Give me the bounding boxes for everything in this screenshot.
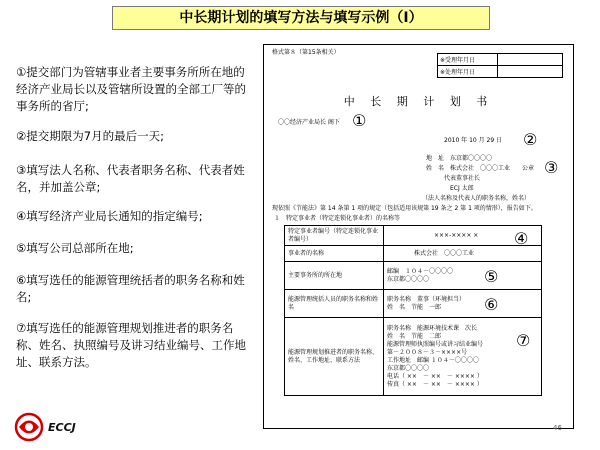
instruction-1: ①提交部门为管辖事业者主要事务所所在地的经济产业局长以及管辖所设置的全部工厂等的事务所的省厅; <box>16 65 246 113</box>
instruction-7: ⑦填写选任的能源管理规划推进者的职务名称、姓名、执照编号及讲习结业编号、工作地址、联系方法。 <box>16 321 246 369</box>
receipt-row-1: ※受理年月日 <box>438 54 498 66</box>
doc-date: 2010 年 10 月 29 日 <box>444 137 503 144</box>
marker-2: ② <box>523 130 538 149</box>
receipt-box <box>437 53 563 78</box>
page-number: 46 <box>553 424 562 432</box>
doc-rep-name: ECJ 太郎 <box>450 185 474 192</box>
receipt-row-2: ※处理年月日 <box>438 66 498 78</box>
marker-5: ⑤ <box>484 267 499 286</box>
page-title: 中长期计划的填写方法与填写示例（Ⅰ） <box>112 6 490 30</box>
section-label: １ 特定事业者（特定连锁化事业者）的名称等 <box>274 215 401 222</box>
row-label: 事业者的名称 <box>285 246 384 262</box>
row-label: 能源管理统括人员的职务名称和姓名 <box>285 290 384 318</box>
marker-3: ③ <box>544 158 559 177</box>
marker-7: ⑦ <box>516 331 531 350</box>
row-value: ×××-×××× × <box>384 226 542 246</box>
document-title: 中 长 期 计 划 书 <box>343 95 494 108</box>
instruction-6: ⑥填写选任的能源管理统括者的职务名称和姓名; <box>16 273 245 304</box>
row-value: 邮编 １０４－〇〇〇〇 东京都〇〇〇〇 <box>384 262 542 290</box>
doc-statement: 现依照《节能法》第 14 条第 1 项的规定（包括适用该规第 19 条之 2 第 1 项的情形），报告如下。 <box>272 205 537 212</box>
row-label: 能源管理规划推进者的职务名称、姓名、工作地址、联系方法 <box>285 318 384 396</box>
table-row <box>285 226 542 246</box>
row-value: 株式会社 〇〇〇工业 <box>384 246 542 262</box>
logo-text: ECCJ <box>48 421 76 434</box>
row-value: 职务名称 董事（环境担当） 姓 名 节能 一郎 <box>384 290 542 318</box>
doc-name: 姓 名 株式会社 〇〇〇工业 公章 <box>426 165 535 172</box>
marker-1: ① <box>352 111 367 130</box>
marker-6: ⑥ <box>484 295 499 314</box>
row-label: 主要事务所的所在地 <box>285 262 384 290</box>
marker-4: ④ <box>514 229 529 248</box>
table-row <box>285 246 542 262</box>
form-label: 格式第８（第15条相关） <box>272 49 340 56</box>
row-value: 职务名称 能源环境技术课 次长 姓 名 节能 二郎 能源管理师执照编号或讲习结业编号 第－２００８－３－××××号 工作地址 邮编 １０４－〇〇〇〇 东京都〇〇〇〇 电话（ ×× － ×× － ×××× ） 传真（ ×× － ×× － ×××× ） <box>384 318 542 396</box>
doc-note: （法人名称及代表人的职务名称，姓名） <box>422 195 531 202</box>
table-row <box>285 318 542 396</box>
instruction-2: ②提交期限为7月的最后一天; <box>16 129 164 143</box>
addressee: 〇〇经济产业局长 阁下 <box>278 119 340 126</box>
table-row <box>285 262 542 290</box>
doc-address: 地 址 东京都〇〇〇〇 <box>426 155 493 162</box>
instruction-5: ⑤填写公司总部所在地; <box>16 241 134 255</box>
doc-rep-title: 代表董事社长 <box>444 175 481 182</box>
instruction-4: ④填写经济产业局长通知的指定编号; <box>16 209 203 223</box>
table-row <box>285 290 542 318</box>
info-table <box>284 225 542 396</box>
document-form <box>263 44 574 429</box>
instruction-3: ③填写法人名称、代表者职务名称、代表者姓名，并加盖公章; <box>16 163 245 194</box>
row-label: 特定事业者编号（特定连锁化事业者编号） <box>285 226 384 246</box>
eccj-logo-icon <box>14 412 44 442</box>
